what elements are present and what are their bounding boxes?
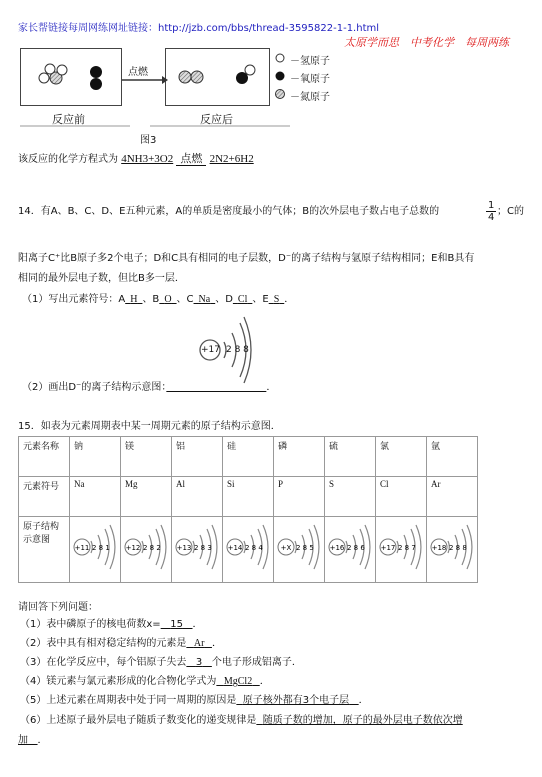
atom-structure-cell xyxy=(427,517,478,583)
atom-structure-cell xyxy=(274,517,325,583)
atom-diagram xyxy=(274,517,324,577)
atom-diagram xyxy=(223,517,273,577)
symbol-cell: S xyxy=(325,477,376,517)
atom-structure-cell xyxy=(223,517,274,583)
before-label: 反应前 xyxy=(52,113,85,126)
atom-structure-cell xyxy=(172,517,223,583)
symbol-cell: Ar xyxy=(427,477,478,517)
atom-shells: 2 8 7 xyxy=(398,544,416,552)
name-cell: 硫 xyxy=(325,437,376,477)
symbol-cell: Mg xyxy=(121,477,172,517)
atom-nucleus: +11 xyxy=(74,544,90,552)
q15-answer3: （3）在化学反应中，每个铝原子失去 3 个电子形成铝离子． xyxy=(20,657,302,668)
q15-answer6: （6）上述原子最外层电子随质子数变化的递变规律是 随质子数的增加，原子的最外层电子数依次增 xyxy=(20,715,463,726)
symbol-cell: Al xyxy=(172,477,223,517)
legend-nitrogen: －氮原子 xyxy=(290,92,330,103)
legend-oxygen-icon xyxy=(276,72,285,81)
q14-line3: 相同的最外层电子数，但比B多一层． xyxy=(18,273,185,284)
atom-nucleus: +18 xyxy=(431,544,447,552)
q14-line2: 阳离子C⁺比B原子多2个电子；D和C具有相同的电子层数，D⁻的离子结构与氩原子结构相同；E和B具有 xyxy=(18,253,475,264)
q14-part2: （2）画出D⁻的离子结构示意图： ． xyxy=(22,382,277,393)
name-cell: 氯 xyxy=(376,437,427,477)
atom-shells: 2 8 8 xyxy=(449,544,467,552)
oxygen-molecule xyxy=(90,66,102,90)
q14-part1: （1）写出元素符号：A H 、B O 、C Na 、D Cl 、E S ． xyxy=(22,294,295,305)
name-cell: 镁 xyxy=(121,437,172,477)
legend-nitrogen-icon xyxy=(276,90,285,99)
header-slogan: 太原学而思 中考化学 每周两练 xyxy=(344,36,509,49)
legend-hydrogen: －氢原子 xyxy=(290,56,330,67)
atom-nucleus: +13 xyxy=(176,544,192,552)
atom-nucleus: +17 xyxy=(380,544,396,552)
atom-diagram xyxy=(376,517,426,577)
atom-structure-cell xyxy=(121,517,172,583)
after-label: 反应后 xyxy=(200,113,233,126)
symbol-cell: Cl xyxy=(376,477,427,517)
q15-prompt: 请回答下列问题： xyxy=(18,602,98,613)
header-structure: 原子结构示意图 xyxy=(19,517,70,583)
ion-shells: 2 8 8 xyxy=(226,345,249,355)
header-link[interactable]: 家长帮链接每周网练网址链接：http://jzb.com/bbs/thread-3595822-1-1.html xyxy=(18,23,380,34)
atom-structure-cell xyxy=(70,517,121,583)
q14-fraction: $\frac{1}{4}$ xyxy=(488,200,495,223)
q15-answer1: （1）表中磷原子的核电荷数x= 15 ． xyxy=(20,619,203,630)
q15-title: 15．如表为元素周期表中某一周期元素的原子结构示意图． xyxy=(18,421,281,432)
legend-hydrogen-icon xyxy=(276,54,284,62)
q15-answer5: （5）上述元素在周期表中处于同一周期的原因是 原子核外都有3个电子层 ． xyxy=(20,695,369,706)
symbol-cell: P xyxy=(274,477,325,517)
figure-caption: 图3 xyxy=(140,135,157,146)
q14-line1: 14．有A、B、C、D、E五种元素，A的单质是密度最小的气体；B的次外层电子数占电子总数的 xyxy=(18,206,440,217)
q15-answer2: （2）表中具有相对稳定结构的元素是 Ar ． xyxy=(20,638,222,649)
molecule-drawing xyxy=(0,40,340,150)
water-molecule xyxy=(236,65,255,84)
atom-diagram xyxy=(427,517,477,577)
ammonia-molecule xyxy=(39,64,67,84)
atom-shells: 2 8 4 xyxy=(245,544,263,552)
atom-diagram xyxy=(70,517,120,577)
q15-answer6-cont: 加 ． xyxy=(18,735,48,746)
atom-nucleus: +16 xyxy=(329,544,345,552)
symbol-cell: Si xyxy=(223,477,274,517)
legend-oxygen: －氧原子 xyxy=(290,74,330,85)
symbol-cell: Na xyxy=(70,477,121,517)
atom-nucleus: +12 xyxy=(125,544,141,552)
atom-diagram xyxy=(172,517,222,577)
atom-diagram xyxy=(325,517,375,577)
nitrogen-molecule xyxy=(179,71,203,83)
q15-answer4: （4）镁元素与氯元素形成的化合物化学式为 MgCl2 ． xyxy=(20,676,270,687)
atom-shells: 2 8 3 xyxy=(194,544,212,552)
atom-nucleus: +14 xyxy=(227,544,243,552)
name-cell: 磷 xyxy=(274,437,325,477)
atom-shells: 2 8 2 xyxy=(143,544,161,552)
atom-structure-cell xyxy=(376,517,427,583)
name-cell: 硅 xyxy=(223,437,274,477)
name-cell: 氩 xyxy=(427,437,478,477)
name-cell: 钠 xyxy=(70,437,121,477)
header-name: 元素名称 xyxy=(19,437,70,477)
atom-diagram xyxy=(121,517,171,577)
arrow-label: 点燃 xyxy=(128,67,148,78)
ion-nucleus: +17 xyxy=(201,345,220,355)
name-cell: 铝 xyxy=(172,437,223,477)
equation-line: 该反应的化学方程式为 4NH3+3O2 点燃 2N2+6H2 xyxy=(18,152,254,165)
q14-line1-end: ；C的 xyxy=(497,206,524,217)
periodic-table xyxy=(18,436,478,583)
header-symbol: 元素符号 xyxy=(19,477,70,517)
atom-nucleus: +X xyxy=(280,544,292,552)
atom-shells: 2 8 5 xyxy=(296,544,314,552)
atom-shells: 2 8 6 xyxy=(347,544,365,552)
atom-shells: 2 8 1 xyxy=(92,544,110,552)
atom-structure-cell xyxy=(325,517,376,583)
